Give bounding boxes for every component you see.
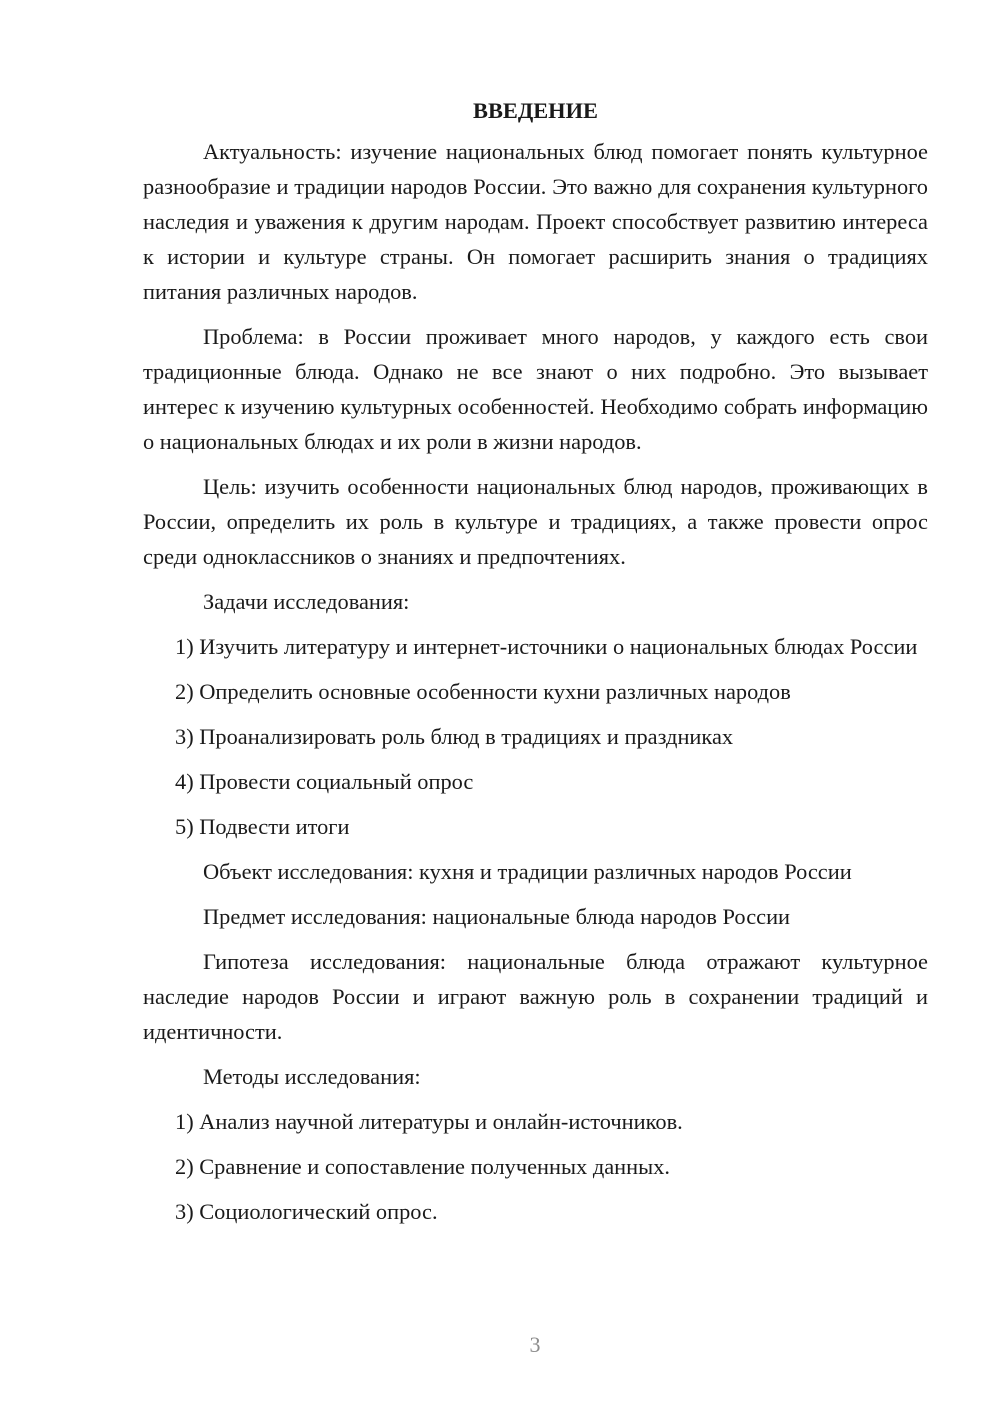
- page-number: 3: [529, 1332, 541, 1357]
- task-item: 3) Проанализировать роль блюд в традициях и праздниках: [175, 724, 734, 749]
- section-title: ВВЕДЕНИЕ: [473, 98, 598, 123]
- task-item: 2) Определить основные особенности кухни различных народов: [175, 679, 791, 704]
- research-object: Объект исследования: кухня и традиции различных народов России: [203, 859, 852, 884]
- task-item: 5) Подвести итоги: [175, 814, 350, 839]
- research-subject: Предмет исследования: национальные блюда народов России: [203, 904, 791, 929]
- method-item: 2) Сравнение и сопоставление полученных данных.: [175, 1154, 670, 1179]
- page-content: [143, 96, 928, 1239]
- tasks-heading: Задачи исследования:: [203, 589, 410, 614]
- task-item: 1) Изучить литературу и интернет-источники о национальных блюдах России: [175, 634, 918, 659]
- task-item: 4) Провести социальный опрос: [175, 769, 474, 794]
- method-item: 3) Социологический опрос.: [175, 1199, 438, 1224]
- relevance-paragraph: Актуальность: изучение национальных блюд помогает понять культурное разнообразие и традиции народов России. Это важно для сохранения культурного наследия и уважения к другим народам. Проект способствует развитию интереса к истории и культуре страны. Он помогает расширить знания о традициях питания различных народов.: [143, 139, 928, 304]
- goal-paragraph: Цель: изучить особенности национальных блюд народов, проживающих в России, определить их роль в культуре и традициях, а также провести опрос среди одноклассников о знаниях и предпочтениях.: [143, 474, 928, 569]
- method-item: 1) Анализ научной литературы и онлайн-источников.: [175, 1109, 683, 1134]
- methods-heading: Методы исследования:: [203, 1064, 421, 1089]
- problem-paragraph: Проблема: в России проживает много народов, у каждого есть свои традиционные блюда. Однако не все знают о них подробно. Это вызывает интерес к изучению культурных особенностей. Необходимо собрать информацию о национальных блюдах и их роли в жизни народов.: [143, 324, 928, 454]
- hypothesis-paragraph: Гипотеза исследования: национальные блюда отражают культурное наследие народов России и играют важную роль в сохранении традиций и идентичности.: [143, 949, 928, 1044]
